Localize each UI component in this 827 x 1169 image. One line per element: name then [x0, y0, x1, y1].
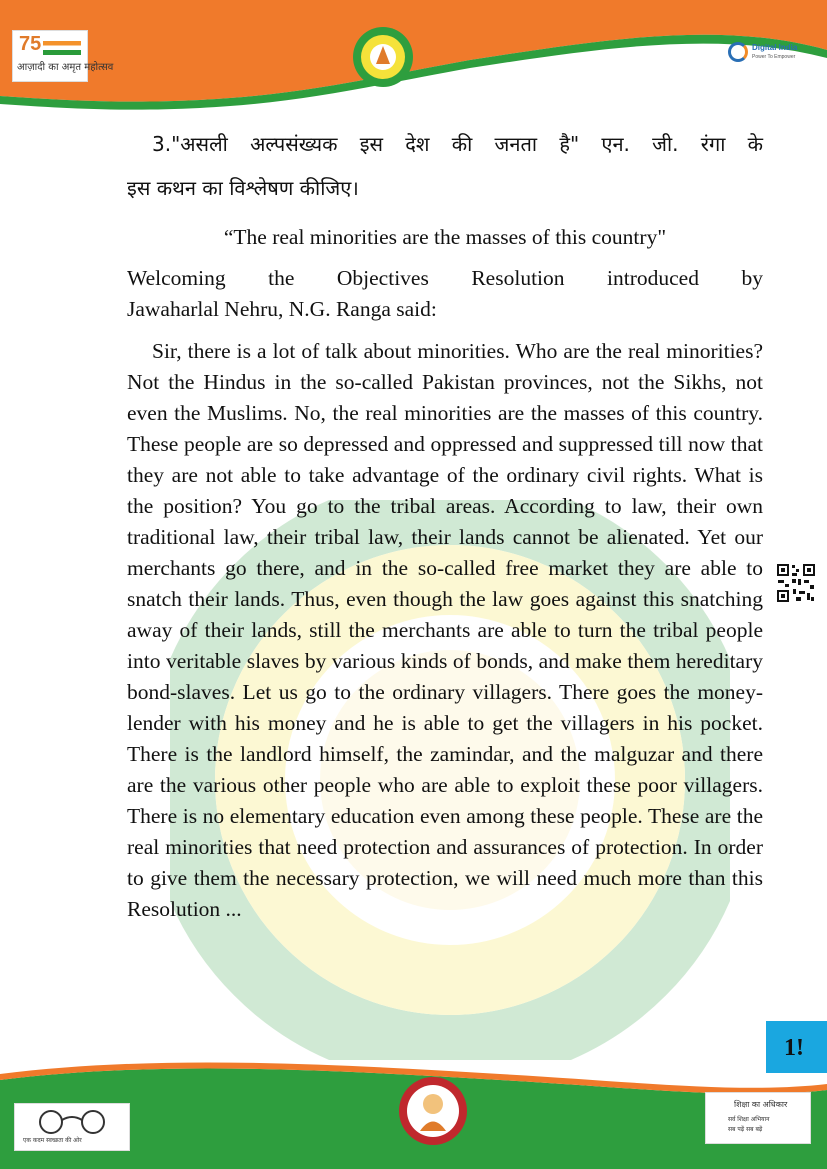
- gandhi-glasses-icon: [27, 1108, 117, 1136]
- intro-line-2: Jawaharlal Nehru, N.G. Ranga said:: [127, 297, 437, 321]
- intro-line-1: Welcoming the Objectives Resolution introduced by: [127, 266, 763, 290]
- speech-paragraph: Sir, there is a lot of talk about minorities. Who are the real minorities? Not the Hindus in the so-called Pakistan provinces, not the Sikhs, not even the Muslims. No, the real minorities are the masses of this country. These people are so depressed and oppressed and suppressed till now that they are not able to take advantage of the ordinary civil rights. What is the position? You go to the tribal areas. According to law, their own traditional law, their tribal law, their lands cannot be alienated. Yet our merchants go there, and in the so-called free market they are able to snatch their lands. Thus, even though the law goes against this snatching away of their lands, still the merchants are able to turn the tribal people into veritable slaves by various kinds of bonds, and make them hereditary bond-slaves. Let us go to the ordinary villagers. There goes the money-lender with his money and he is able to get the villagers in his pocket. There is the landlord himself, the zamindar, and the malguzar and there are the various other people who are able to exploit these poor villagers. There is no elementary education even among these people. These are the real minorities that need protection and assurances of protection. In order to give them the necessary protection, we will need much more than this Resolution ...: [127, 339, 763, 921]
- rte-title: शिक्षा का अधिकार: [734, 1100, 788, 1109]
- intro-paragraph: [127, 263, 763, 325]
- question-line-2: इस कथन का विश्लेषण कीजिए।: [127, 176, 359, 200]
- question-text: [127, 122, 763, 210]
- right-to-education-logo: [705, 1092, 811, 1144]
- swachh-bharat-caption: एक कदम स्वच्छता की ओर: [23, 1137, 82, 1144]
- page-number: 1!: [784, 1035, 804, 1061]
- logo-number: 75: [19, 33, 42, 55]
- state-education-emblem-icon: [352, 26, 414, 88]
- rte-line-3: सब पढ़ें सब बढ़ें: [728, 1126, 763, 1133]
- rte-line-2: सर्व शिक्षा अभियान: [728, 1116, 770, 1123]
- qr-code-icon[interactable]: [776, 563, 816, 603]
- beti-padhao-emblem-icon: [398, 1076, 468, 1146]
- azadi-ka-amrit-mahotsav-logo: [12, 30, 114, 82]
- digital-india-tagline: Power To Empower: [752, 54, 796, 60]
- digital-india-logo: [728, 38, 798, 68]
- quote-heading: “The real minorities are the masses of this country": [223, 225, 667, 249]
- swachh-bharat-logo: [14, 1103, 130, 1151]
- logo-caption: आज़ादी का अमृत महोत्सव: [17, 62, 114, 73]
- digital-india-title: Digital India: [752, 43, 798, 52]
- tricolor-flag-icon: [43, 41, 81, 55]
- question-line-1: 3."असली अल्पसंख्यक इस देश की जनता है" एन. जी. रंगा के: [152, 132, 763, 156]
- digital-india-ring-icon: [728, 42, 748, 62]
